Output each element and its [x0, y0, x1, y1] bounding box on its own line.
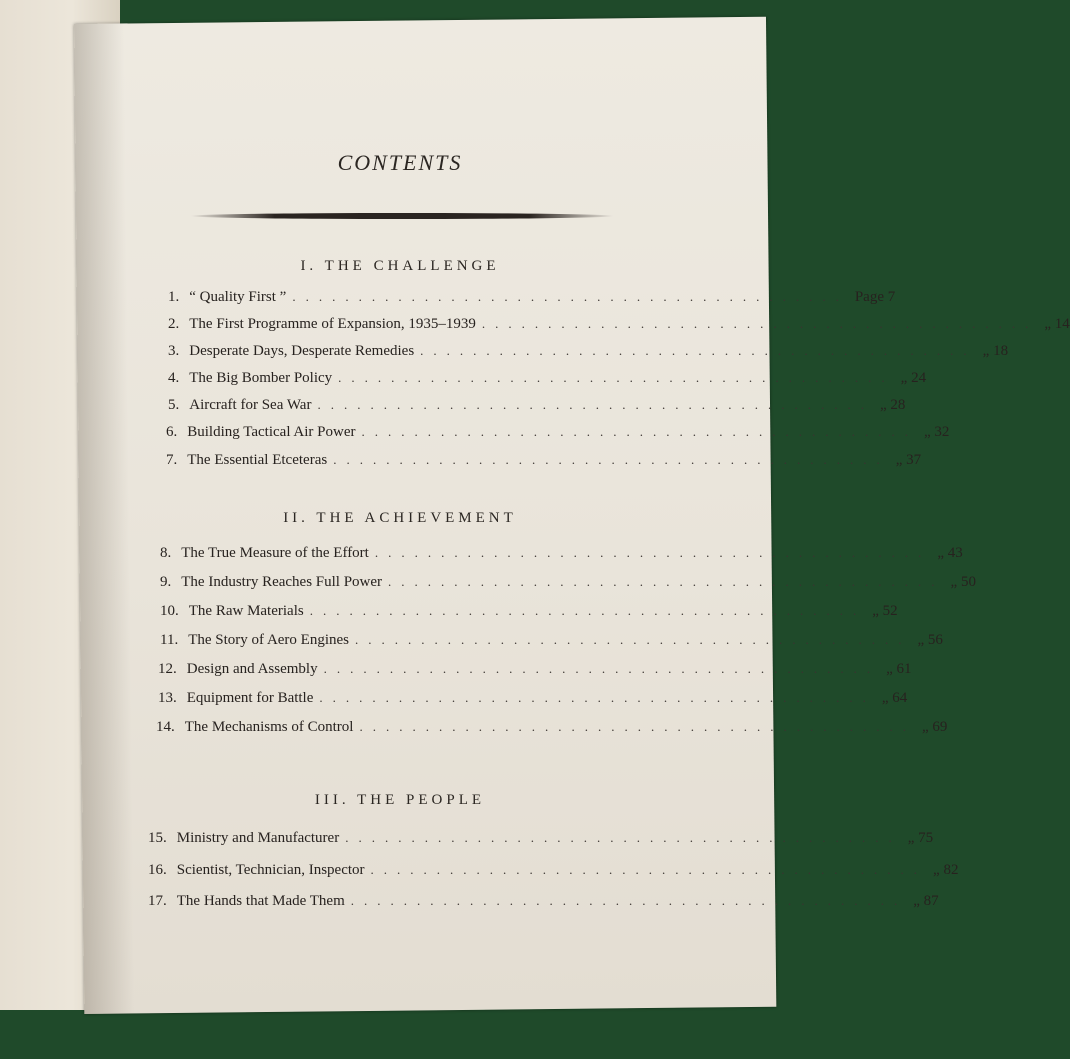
toc-entry[interactable]	[160, 574, 976, 596]
toc-entry[interactable]	[168, 316, 1070, 338]
leader-dots: ..........................................	[292, 289, 849, 304]
leader-dots: ..........................................	[361, 424, 918, 439]
entry-number: 12.	[158, 661, 177, 677]
entry-number: 17.	[148, 893, 167, 909]
entry-number: 13.	[158, 690, 177, 706]
entry-title: The Industry Reaches Full Power	[181, 574, 383, 590]
section-heading-achievement: II. THE ACHIEVEMENT	[283, 510, 517, 526]
entry-page: „ 43	[937, 545, 963, 561]
entry-title: The Story of Aero Engines	[188, 632, 350, 648]
toc-entry[interactable]	[168, 370, 927, 392]
leader-dots: ..........................................	[374, 545, 932, 560]
leader-dots: ..........................................	[323, 661, 881, 676]
entry-number: 10.	[160, 603, 179, 619]
entry-number: 8.	[160, 545, 172, 561]
entry-page: „ 18	[982, 343, 1009, 359]
entry-title: Design and Assembly	[186, 661, 318, 677]
entry-page: „ 64	[881, 690, 908, 706]
leader-dots: ..........................................	[345, 830, 902, 845]
leader-dots: ..........................................	[319, 690, 876, 705]
toc-entry[interactable]	[168, 289, 896, 311]
entry-number: 11.	[160, 632, 179, 648]
entry-number: 2.	[168, 316, 180, 332]
entry-title: The True Measure of the Effort	[181, 545, 369, 561]
toc-entry[interactable]	[156, 719, 948, 741]
entry-number: 6.	[166, 424, 178, 440]
entry-page: „ 82	[933, 862, 959, 878]
entry-number: 1.	[168, 289, 180, 305]
entry-number: 16.	[148, 862, 167, 878]
leader-dots: ..........................................	[309, 603, 867, 618]
toc-entry[interactable]	[148, 862, 959, 884]
entry-title: Desperate Days, Desperate Remedies	[189, 343, 415, 359]
entry-page: „ 50	[950, 574, 976, 590]
entry-title: Ministry and Manufacturer	[176, 830, 340, 846]
entry-page: „ 28	[879, 397, 906, 413]
toc-entry[interactable]	[158, 661, 912, 683]
entry-number: 15.	[148, 830, 167, 846]
section-heading-challenge: I. THE CHALLENGE	[300, 258, 500, 274]
entry-page: „ 56	[917, 632, 943, 648]
entry-title: Aircraft for Sea War	[189, 397, 312, 413]
toc-entry[interactable]	[168, 343, 1009, 365]
entry-title: The Essential Etceteras	[187, 452, 328, 468]
toc-entry[interactable]	[166, 424, 950, 446]
entry-title: The Mechanisms of Control	[184, 719, 354, 735]
toc-entry[interactable]	[160, 545, 963, 567]
entry-title: Scientist, Technician, Inspector	[176, 862, 365, 878]
leader-dots: ..........................................	[317, 397, 874, 412]
entry-page: „ 61	[886, 661, 912, 677]
entry-page: Page 7	[854, 289, 896, 305]
leader-dots: ..........................................	[420, 343, 977, 358]
toc-entry[interactable]	[166, 452, 922, 474]
entry-page: „ 52	[872, 603, 898, 619]
toc-entry[interactable]	[158, 690, 908, 712]
entry-title: Equipment for Battle	[186, 690, 314, 706]
entry-page: „ 14	[1044, 316, 1070, 332]
entry-number: 9.	[160, 574, 172, 590]
toc-entry[interactable]	[148, 830, 934, 852]
entry-title: Building Tactical Air Power	[187, 424, 356, 440]
entry-page: „ 32	[923, 424, 950, 440]
entry-page: „ 69	[921, 719, 948, 735]
leader-dots: ..........................................	[370, 862, 928, 877]
leader-dots: ..........................................	[333, 452, 890, 467]
entry-page: „ 87	[913, 893, 939, 909]
toc-entry[interactable]	[168, 397, 906, 419]
entry-title: “ Quality First ”	[189, 289, 287, 305]
entry-page: „ 75	[907, 830, 934, 846]
leader-dots: ..........................................	[350, 893, 908, 908]
toc-entry[interactable]	[160, 632, 943, 654]
leader-dots: ..........................................	[481, 316, 1039, 331]
entry-number: 5.	[168, 397, 180, 413]
entry-page: „ 37	[895, 452, 922, 468]
entry-title: The First Programme of Expansion, 1935–1939	[189, 316, 476, 332]
leader-dots: ..........................................	[355, 632, 912, 647]
entry-number: 4.	[168, 370, 180, 386]
title-rule	[190, 213, 614, 219]
leader-dots: ..........................................	[359, 719, 916, 734]
entry-page: „ 24	[900, 370, 927, 386]
entry-number: 3.	[168, 343, 180, 359]
entry-title: The Raw Materials	[188, 603, 304, 619]
leader-dots: ..........................................	[338, 370, 895, 385]
entry-number: 7.	[166, 452, 178, 468]
contents-title: CONTENTS	[337, 150, 463, 175]
toc-entry[interactable]	[160, 603, 898, 625]
entry-title: The Big Bomber Policy	[189, 370, 333, 386]
entry-number: 14.	[156, 719, 175, 735]
section-heading-people: III. THE PEOPLE	[314, 792, 486, 808]
entry-title: The Hands that Made Them	[176, 893, 345, 909]
toc-entry[interactable]	[148, 893, 939, 915]
leader-dots: ..........................................	[388, 574, 945, 589]
